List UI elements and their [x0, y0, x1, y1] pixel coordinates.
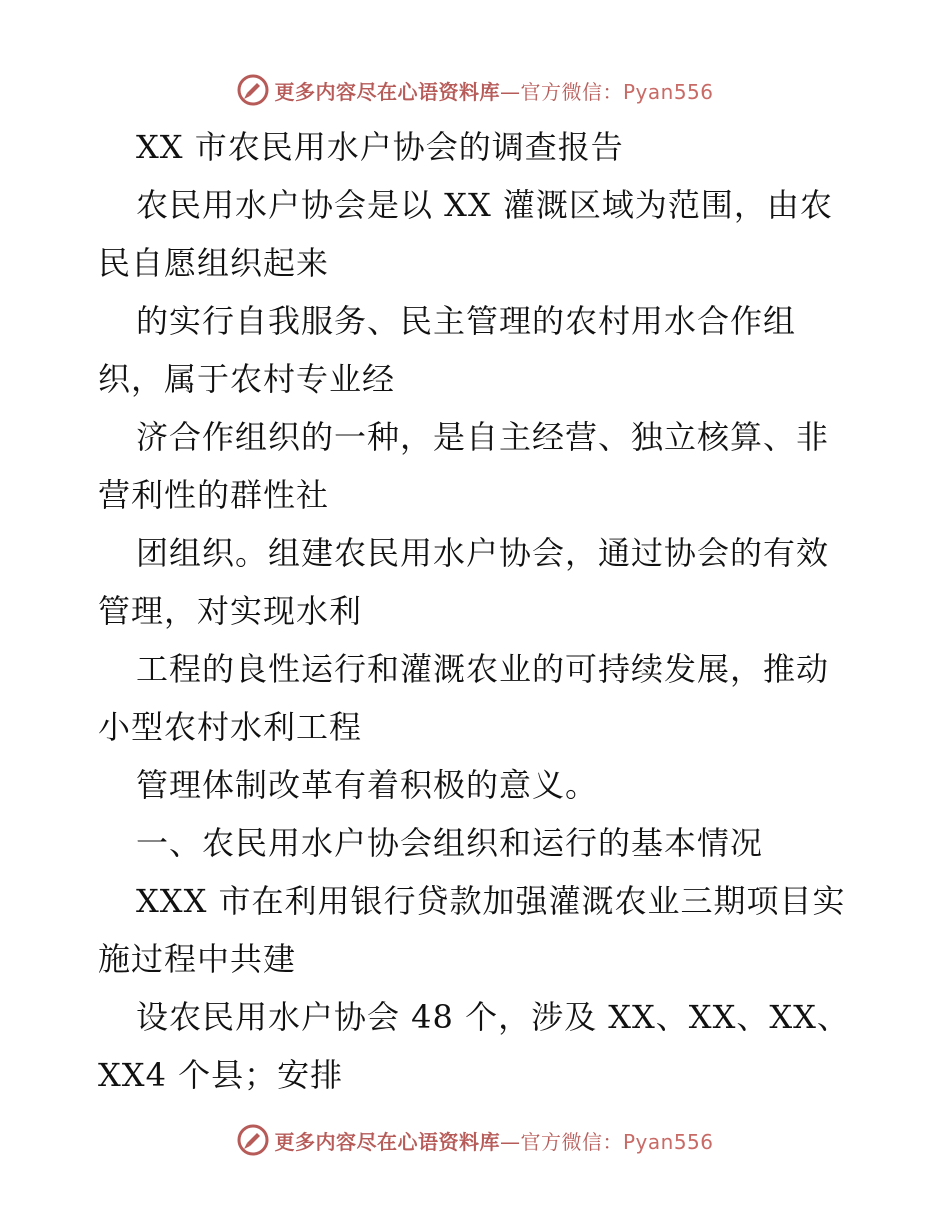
paragraph-line: 营利性的群性社	[98, 476, 330, 514]
paragraph-line: 团组织。组建农民用水户协会，通过协会的有效	[136, 534, 830, 572]
paragraph-line: 织，属于农村专业经	[98, 360, 396, 398]
footer-banner	[0, 1122, 950, 1158]
paragraph-line: 施过程中共建	[98, 940, 297, 978]
paragraph-line: 管理体制改革有着积极的意义。	[136, 766, 599, 804]
footer-banner-main: 更多内容尽在心语资料库	[274, 1129, 500, 1154]
header-banner-sep: —	[499, 79, 521, 104]
footer-banner-id: Pyan556	[622, 1129, 714, 1154]
brand-logo-icon	[236, 73, 270, 107]
header-banner-contact: 官方微信：	[520, 79, 623, 104]
footer-banner-sep: —	[499, 1129, 521, 1154]
header-banner-main: 更多内容尽在心语资料库	[274, 79, 500, 104]
paragraph-line: XX 市农民用水户协会的调查报告	[136, 128, 624, 166]
paragraph-line: 的实行自我服务、民主管理的农村用水合作组	[136, 302, 797, 340]
paragraph-line: 济合作组织的一种，是自主经营、独立核算、非	[136, 418, 830, 456]
paragraph-line: 管理，对实现水利	[98, 592, 363, 630]
header-banner	[0, 72, 950, 108]
paragraph-line: 民自愿组织起来	[98, 244, 330, 282]
paragraph-line: XX4 个县；安排	[98, 1056, 344, 1094]
header-banner-text	[274, 76, 713, 105]
footer-banner-text	[274, 1126, 713, 1155]
paragraph-line: XXX 市在利用银行贷款加强灌溉农业三期项目实	[136, 882, 846, 920]
paragraph-line: 工程的良性运行和灌溉农业的可持续发展，推动	[136, 650, 830, 688]
paragraph-line: 小型农村水利工程	[98, 708, 363, 746]
document-body	[98, 118, 858, 1104]
paragraph-line: 农民用水户协会是以 XX 灌溉区域为范围，由农	[136, 186, 833, 224]
header-banner-id: Pyan556	[622, 79, 714, 104]
brand-logo-icon	[236, 1123, 270, 1157]
footer-banner-contact: 官方微信：	[520, 1129, 623, 1154]
paragraph-line: 设农民用水户协会 48 个，涉及 XX、XX、XX、	[136, 998, 850, 1036]
paragraph-line: 一、农民用水户协会组织和运行的基本情况	[136, 824, 764, 862]
